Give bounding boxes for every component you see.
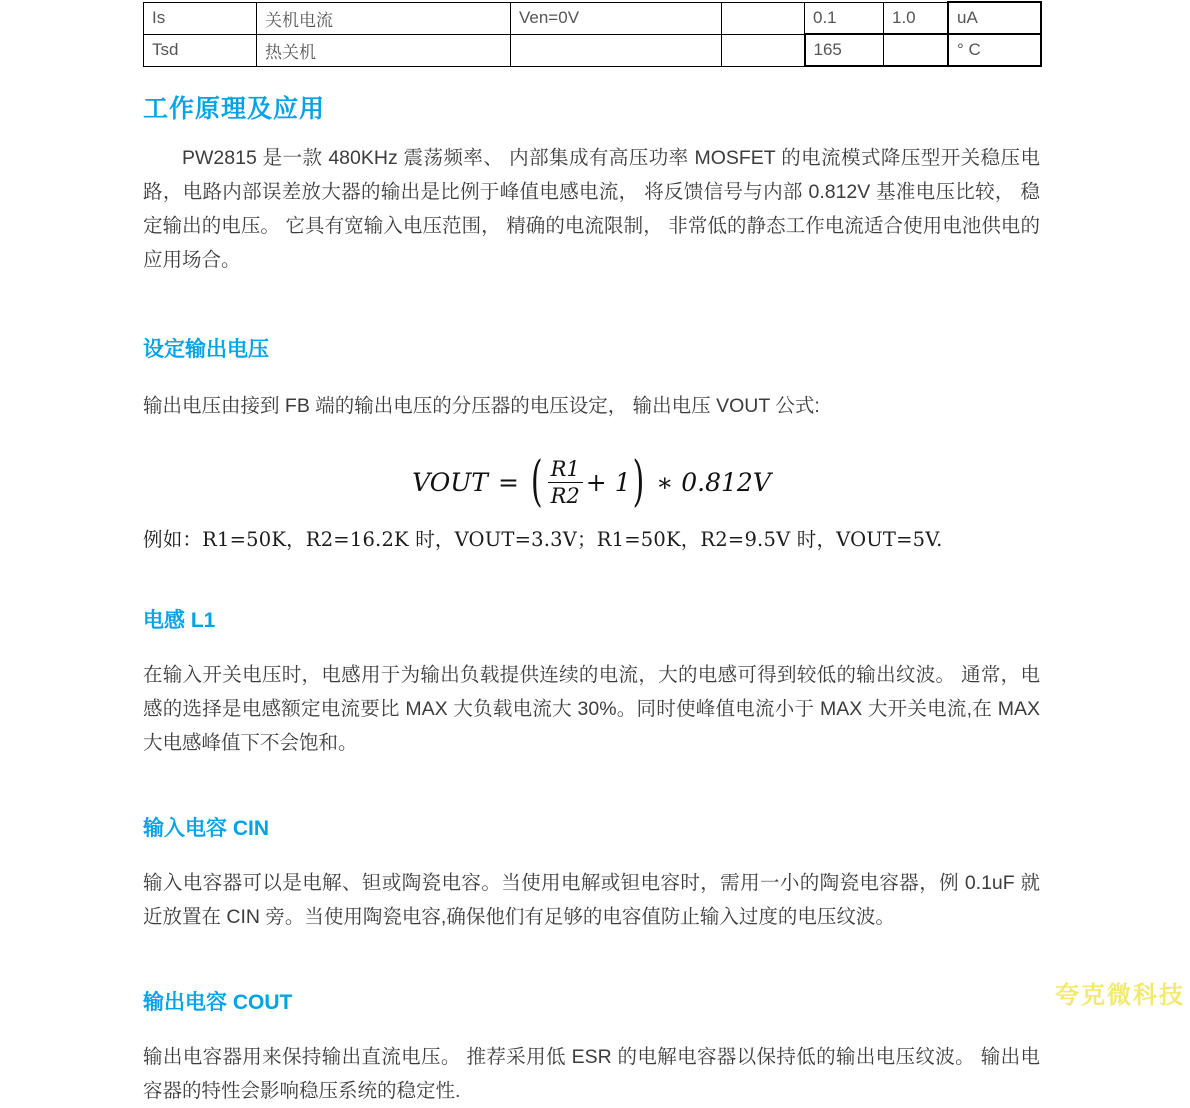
formula-numerator: R1 [548, 457, 583, 483]
paragraph-input-cap: 输入电容器可以是电解、钽或陶瓷电容。当使用电解或钽电容时，需用一小的陶瓷电容器，例 0.1uF 就近放置在 CIN 旁。当使用陶瓷电容,确保他们有足够的电容值防止输入过度的电压纹波。 [143, 872, 1040, 929]
table-cell-max [884, 34, 949, 66]
vout-formula [143, 451, 1040, 515]
table-cell-condition: Ven=0V [511, 2, 722, 34]
section-heading-inductor: 电感 L1 [143, 609, 216, 633]
formula-fraction [548, 457, 583, 508]
table-cell-typ: 0.1 [805, 2, 884, 34]
formula-equals: = [497, 468, 519, 498]
table-cell-typ: 165 [805, 34, 884, 66]
table-row [144, 2, 1042, 34]
formula-example: 例如：R1=50K，R2=16.2K 时，VOUT=3.3V；R1=50K，R2=9.5V 时，VOUT=5V. [143, 528, 943, 552]
section-heading-principle: 工作原理及应用 [143, 95, 326, 123]
table-cell-min [722, 34, 805, 66]
table-cell-parameter: 关机电流 [257, 2, 511, 34]
watermark-logo: 夸克微科技 [1055, 982, 1185, 1009]
table-cell-condition [511, 34, 722, 66]
paragraph-inductor: 在输入开关电压时，电感用于为输出负载提供连续的电流，大的电感可得到较低的输出纹波。 通常，电感的选择是电感额定电流要比 MAX 大负载电流大 30%。同时使峰值电流小于 MAX 大开关电流,在 MAX 大电感峰值下不会饱和。 [143, 664, 1040, 755]
section-heading-input-cap: 输入电容 CIN [143, 817, 269, 841]
paragraph-principle: PW2815 是一款 480KHz 震荡频率、 内部集成有高压功率 MOSFET 的电流模式降压型开关稳压电路，电路内部误差放大器的输出是比例于峰值电感电流， 将反馈信号与内部 0.812V 基准电压比较， 稳定输出的电压。 它具有宽输入电压范围， 精确的电流限制， 非常低的静态工作电流适合使用电池供电的应用场合。 [143, 147, 1040, 271]
section-heading-output-cap: 输出电容 COUT [143, 991, 293, 1015]
document-body [0, 89, 1190, 1108]
table-cell-parameter: 热关机 [257, 34, 511, 66]
formula-denominator: R2 [550, 484, 580, 509]
paragraph-output-cap: 输出电容器用来保持输出直流电压。 推荐采用低 ESR 的电解电容器以保持低的输出电压纹波。 输出电容器的特性会影响稳压系统的稳定性. [143, 1046, 1040, 1103]
formula-mult-term: ∗ 0.812V [656, 468, 771, 498]
formula-lhs: VOUT [412, 468, 488, 498]
table-cell-symbol: Is [144, 2, 257, 34]
table-cell-unit: uA [948, 2, 1041, 34]
section-heading-set-vout: 设定输出电压 [143, 338, 269, 361]
spec-table [143, 1, 1042, 67]
table-cell-symbol: Tsd [144, 34, 257, 66]
formula-plus-term: + 1 [585, 468, 631, 498]
table-row [144, 34, 1042, 66]
paragraph-set-vout: 输出电压由接到 FB 端的输出电压的分压器的电压设定， 输出电压 VOUT 公式: [143, 395, 820, 417]
formula-open-paren: ( [530, 451, 543, 515]
table-cell-unit: ° C [948, 34, 1041, 66]
table-cell-max: 1.0 [884, 2, 949, 34]
table-cell-min [722, 2, 805, 34]
formula-close-paren: ) [632, 451, 645, 515]
